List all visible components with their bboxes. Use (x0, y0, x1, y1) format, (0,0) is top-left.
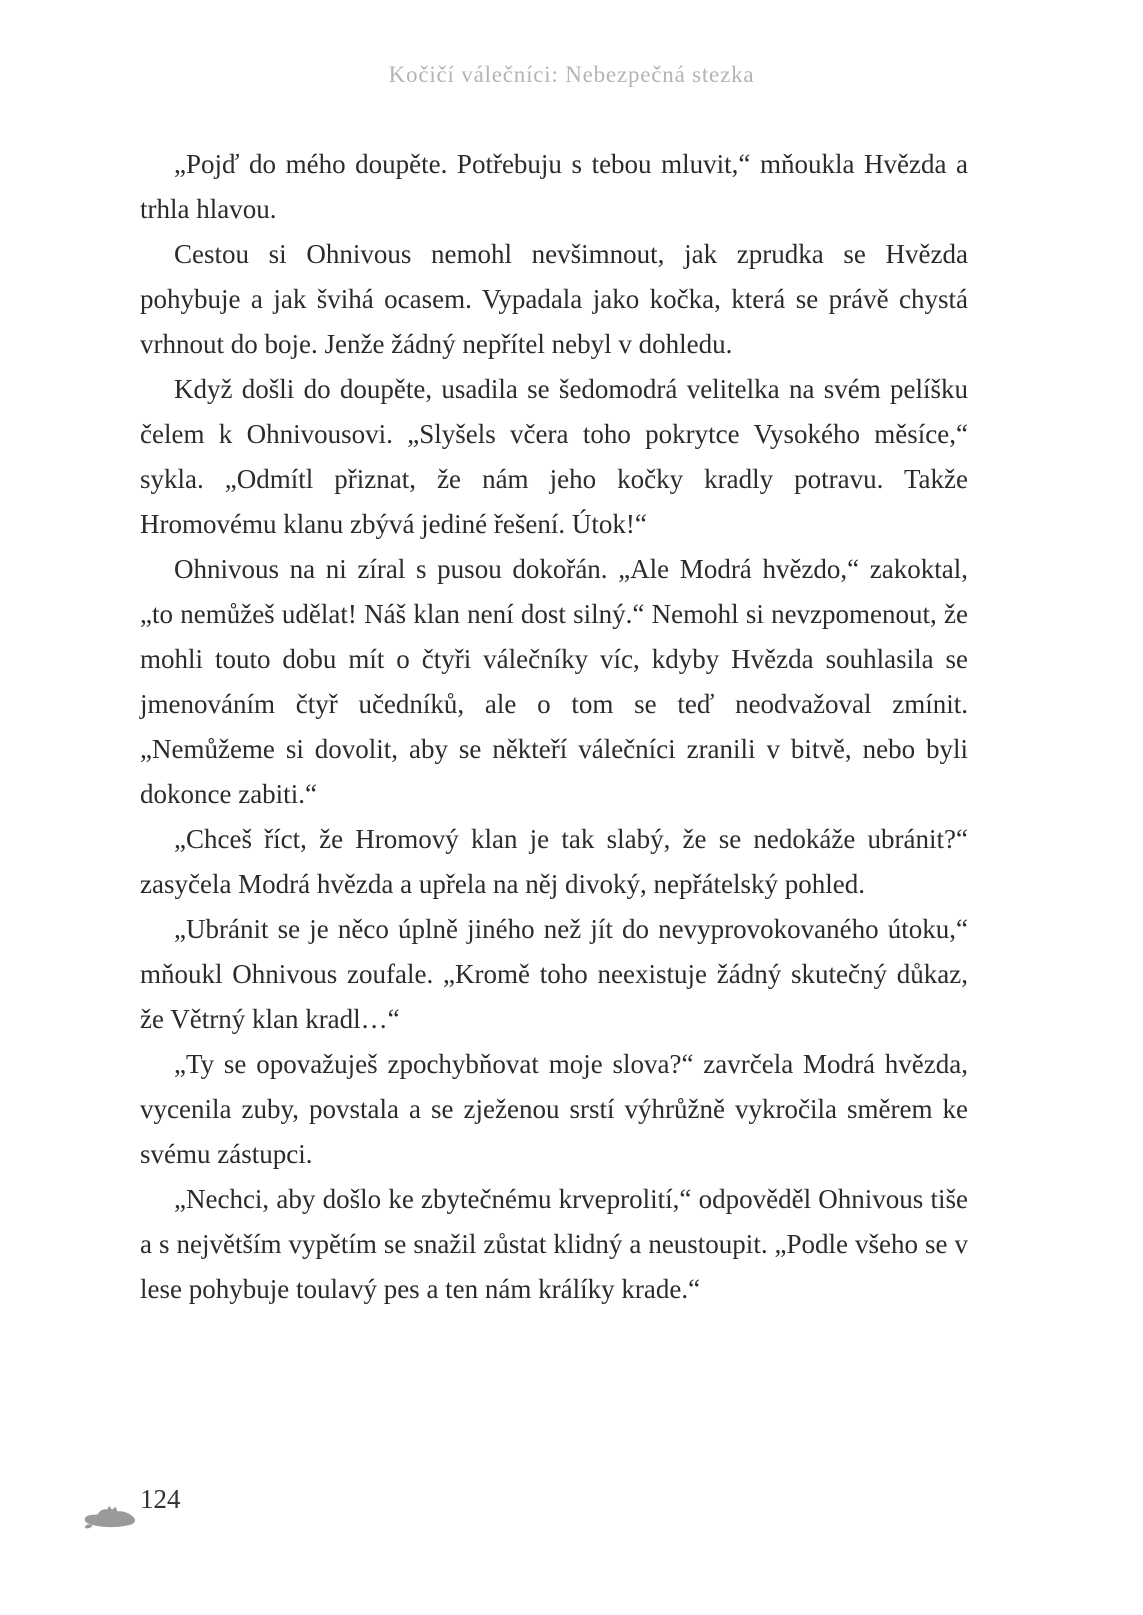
body-paragraph: „Ubránit se je něco úplně jiného než jít do nevyprovokovaného útoku,“ mňoukl Ohnivous zoufale. „Kromě toho neexistuje žádný skutečný důkaz, že Větrný klan kradl…“ (140, 914, 968, 1034)
page-footer (0, 1474, 1143, 1554)
body-paragraph: „Chceš říct, že Hromový klan je tak slabý, že se nedokáže ubránit?“ zasyčela Modrá hvězda a upřela na něj divoký, nepřátelský pohled. (140, 824, 968, 899)
body-paragraph: Když došli do doupěte, usadila se šedomodrá velitelka na svém pelíšku čelem k Ohnivousovi. „Slyšels včera toho pokrytce Vysokého měsíce,“ sykla. „Odmítl přiznat, že nám jeho kočky kradly potravu. Takže Hromovému klanu zbývá jediné řešení. Útok!“ (140, 374, 968, 539)
page-number: 124 (140, 1484, 181, 1514)
body-paragraph: Cestou si Ohnivous nemohl nevšimnout, jak zprudka se Hvězda pohybuje a jak švihá ocasem. Vypadala jako kočka, která se právě chystá vrhnout do boje. Jenže žádný nepřítel nebyl v dohledu. (140, 239, 968, 359)
body-text-block (140, 142, 968, 1312)
body-paragraph: „Pojď do mého doupěte. Potřebuju s tebou mluvit,“ mňoukla Hvězda a trhla hlavou. (140, 149, 968, 224)
body-paragraph: „Ty se opovažuješ zpochybňovat moje slova?“ zavrčela Modrá hvězda, vycenila zuby, povstala a se zježenou srstí výhrůžně vykročila směrem ke svému zástupci. (140, 1049, 968, 1169)
body-paragraph: Ohnivous na ni zíral s pusou dokořán. „Ale Modrá hvězdo,“ zakoktal, „to nemůžeš udělat! Náš klan není dost silný.“ Nemohl si nevzpomenout, že mohli touto dobu mít o čtyři válečníky víc, kdyby Hvězda souhlasila se jmenováním čtyř učedníků, ale o tom se teď neodvažoval zmínit. „Nemůžeme si dovolit, aby se někteří válečníci zranili v bitvě, nebo byli dokonce zabiti.“ (140, 554, 968, 809)
body-paragraph: „Nechci, aby došlo ke zbytečnému krveprolití,“ odpověděl Ohnivous tiše a s největším vypětím se snažil zůstat klidný a neustoupit. „Podle všeho se v lese pohybuje toulavý pes a ten nám králíky krade.“ (140, 1184, 968, 1304)
cat-silhouette-icon (82, 1502, 138, 1532)
running-title: Kočičí válečníci: Nebezpečná stezka (388, 62, 755, 87)
